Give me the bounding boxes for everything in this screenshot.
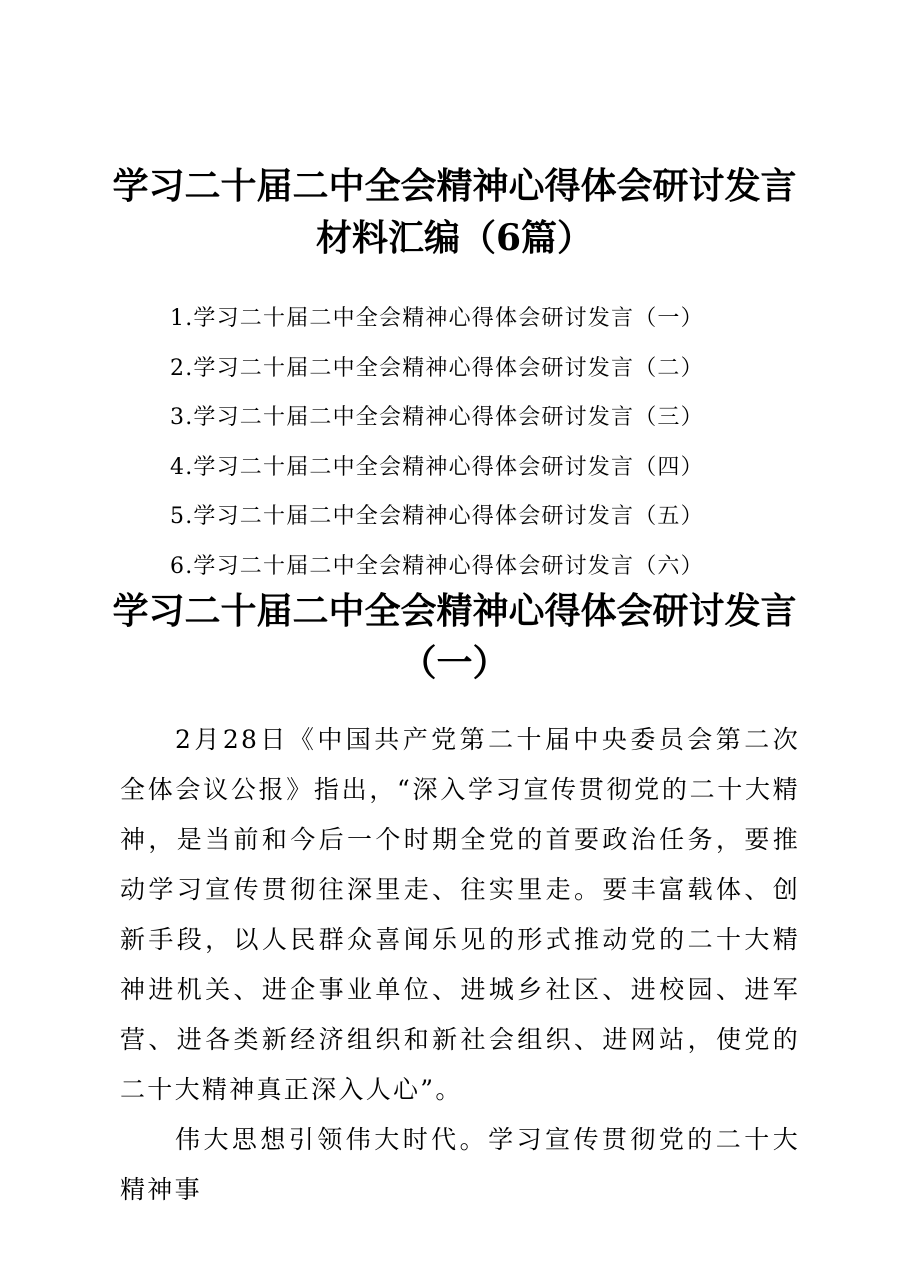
section-body	[120, 715, 800, 1215]
toc-item: 6.学习二十届二中全会精神心得体会研讨发言（六）	[170, 553, 704, 579]
toc-item: 3.学习二十届二中全会精神心得体会研讨发言（三）	[170, 405, 704, 431]
toc-item: 4.学习二十届二中全会精神心得体会研讨发言（四）	[170, 454, 704, 480]
toc-item: 1.学习二十届二中全会精神心得体会研讨发言（一）	[170, 306, 704, 331]
toc-item: 5.学习二十届二中全会精神心得体会研讨发言（五）	[170, 504, 704, 530]
section-title: 学习二十届二中全会精神心得体会研讨发言（一）	[112, 590, 797, 684]
document-title: 学习二十届二中全会精神心得体会研讨发言材料汇编（6篇）	[112, 165, 797, 259]
paragraph: 伟大思想引领伟大时代。学习宣传贯彻党的二十大精神事	[120, 1125, 800, 1204]
table-of-contents	[170, 294, 770, 592]
toc-item: 2.学习二十届二中全会精神心得体会研讨发言（二）	[170, 355, 704, 381]
paragraph: 2月28日《中国共产党第二十届中央委员会第二次全体会议公报》指出，“深入学习宣传贯彻党的二十大精神，是当前和今后一个时期全党的首要政治任务，要推动学习宣传贯彻往深里走、往实里走。要丰富载体、创新手段，以人民群众喜闻乐见的形式推动党的二十大精神进机关、进企事业单位、进城乡社区、进校园、进军营、进各类新经济组织和新社会组织、进网站，使党的二十大精神真正深入人心”。	[120, 725, 800, 1104]
